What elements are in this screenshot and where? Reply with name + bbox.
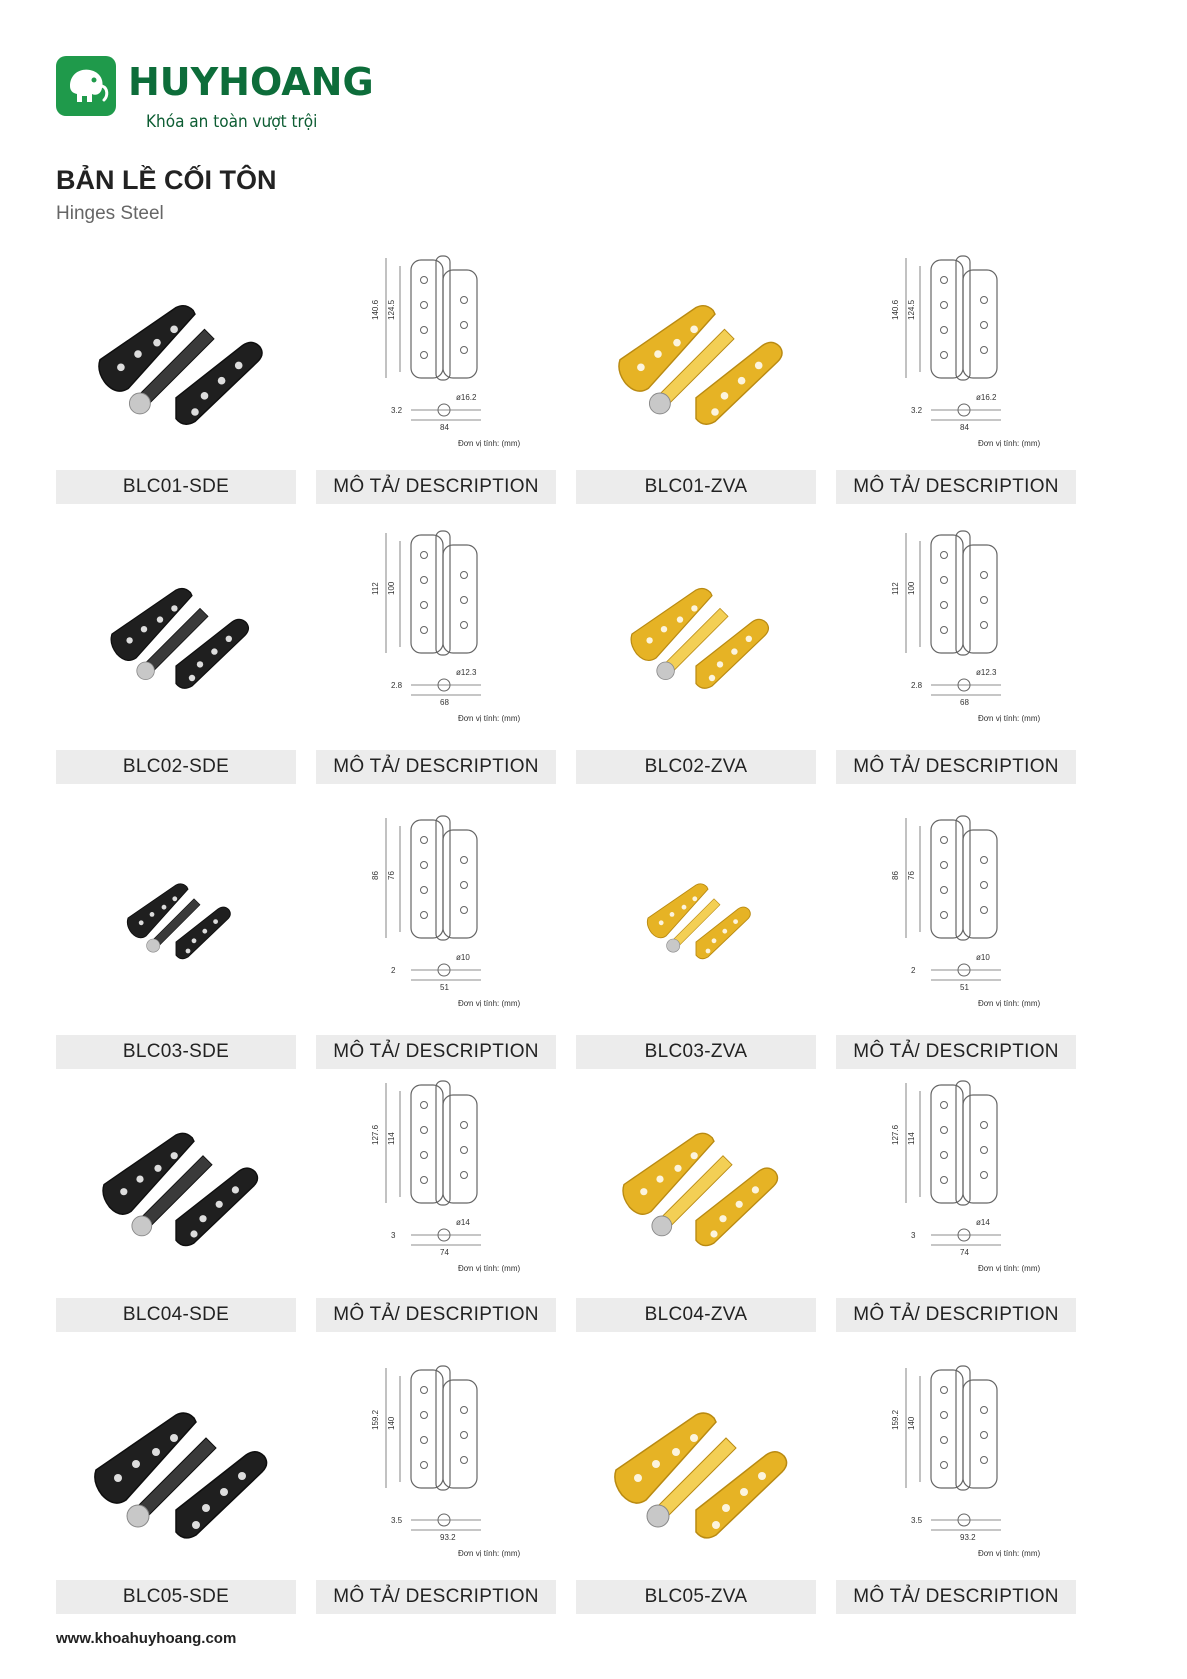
- svg-text:68: 68: [960, 698, 969, 707]
- svg-text:ø12.3: ø12.3: [456, 668, 477, 677]
- description-label: MÔ TẢ/ DESCRIPTION: [836, 1580, 1076, 1614]
- hinge-photo: [56, 1360, 296, 1575]
- page-title: BẢN LỀ CỐI TÔN: [56, 165, 277, 195]
- svg-text:ø14: ø14: [456, 1218, 470, 1227]
- technical-drawing: [316, 525, 556, 735]
- brand-tagline: Khóa an toàn vượt trội: [146, 112, 318, 132]
- svg-text:93.2: 93.2: [960, 1533, 976, 1542]
- hinge-photo: [576, 525, 816, 735]
- hinge-photo: [56, 1075, 296, 1285]
- technical-drawing: [316, 810, 556, 1020]
- hinge-photo: [576, 1360, 816, 1575]
- svg-text:3.2: 3.2: [911, 406, 923, 415]
- svg-text:Đơn vị tính: (mm): Đơn vị tính: (mm): [978, 439, 1041, 448]
- svg-text:2.8: 2.8: [391, 681, 403, 690]
- description-label: MÔ TẢ/ DESCRIPTION: [316, 470, 556, 504]
- svg-text:Đơn vị tính: (mm): Đơn vị tính: (mm): [978, 1264, 1041, 1273]
- svg-text:2: 2: [911, 966, 916, 975]
- svg-text:127.6: 127.6: [371, 1124, 380, 1145]
- svg-text:84: 84: [440, 423, 449, 432]
- svg-text:114: 114: [907, 1132, 916, 1145]
- technical-drawing: [316, 1075, 556, 1285]
- product-zva-label: BLC05-ZVA: [576, 1580, 816, 1614]
- svg-text:ø14: ø14: [976, 1218, 990, 1227]
- svg-text:Đơn vị tính: (mm): Đơn vị tính: (mm): [458, 1264, 521, 1273]
- svg-text:124.5: 124.5: [907, 299, 916, 320]
- svg-text:76: 76: [907, 871, 916, 880]
- svg-text:ø12.3: ø12.3: [976, 668, 997, 677]
- hinge-photo: [56, 525, 296, 735]
- svg-text:140.6: 140.6: [371, 299, 380, 320]
- svg-text:51: 51: [960, 983, 969, 992]
- svg-text:159.2: 159.2: [371, 1409, 380, 1430]
- product-zva-label: BLC04-ZVA: [576, 1298, 816, 1332]
- svg-text:Đơn vị tính: (mm): Đơn vị tính: (mm): [978, 1549, 1041, 1558]
- svg-text:74: 74: [440, 1248, 449, 1257]
- product-grid: [56, 0, 1086, 1679]
- svg-text:74: 74: [960, 1248, 969, 1257]
- product-sde-label: BLC05-SDE: [56, 1580, 296, 1614]
- svg-text:Đơn vị tính: (mm): Đơn vị tính: (mm): [458, 999, 521, 1008]
- svg-text:ø10: ø10: [976, 953, 990, 962]
- svg-text:112: 112: [371, 582, 380, 595]
- description-label: MÔ TẢ/ DESCRIPTION: [836, 1298, 1076, 1332]
- product-zva-label: BLC03-ZVA: [576, 1035, 816, 1069]
- page-subtitle: Hinges Steel: [56, 203, 164, 224]
- svg-text:ø16.2: ø16.2: [976, 393, 997, 402]
- hinge-photo: [576, 1075, 816, 1285]
- product-zva-label: BLC01-ZVA: [576, 470, 816, 504]
- svg-text:2: 2: [391, 966, 396, 975]
- description-label: MÔ TẢ/ DESCRIPTION: [316, 750, 556, 784]
- hinge-photo: [56, 250, 296, 460]
- hinge-photo: [576, 810, 816, 1020]
- svg-text:112: 112: [891, 582, 900, 595]
- svg-text:76: 76: [387, 871, 396, 880]
- technical-drawing: [836, 1360, 1076, 1575]
- product-sde-label: BLC01-SDE: [56, 470, 296, 504]
- hinge-photo: [56, 810, 296, 1020]
- description-label: MÔ TẢ/ DESCRIPTION: [836, 470, 1076, 504]
- svg-text:100: 100: [387, 581, 396, 595]
- description-label: MÔ TẢ/ DESCRIPTION: [836, 1035, 1076, 1069]
- product-sde-label: BLC02-SDE: [56, 750, 296, 784]
- svg-text:68: 68: [440, 698, 449, 707]
- technical-drawing: [836, 810, 1076, 1020]
- hinge-photo: [576, 250, 816, 460]
- svg-text:2.8: 2.8: [911, 681, 923, 690]
- svg-text:140.6: 140.6: [891, 299, 900, 320]
- svg-text:Đơn vị tính: (mm): Đơn vị tính: (mm): [458, 1549, 521, 1558]
- svg-text:Đơn vị tính: (mm): Đơn vị tính: (mm): [978, 714, 1041, 723]
- svg-text:100: 100: [907, 581, 916, 595]
- svg-text:3: 3: [391, 1231, 396, 1240]
- technical-drawing: [316, 250, 556, 460]
- product-sde-label: BLC04-SDE: [56, 1298, 296, 1332]
- svg-text:51: 51: [440, 983, 449, 992]
- svg-text:86: 86: [371, 871, 380, 880]
- product-sde-label: BLC03-SDE: [56, 1035, 296, 1069]
- footer-url[interactable]: www.khoahuyhoang.com: [56, 1630, 237, 1647]
- svg-text:Đơn vị tính: (mm): Đơn vị tính: (mm): [978, 999, 1041, 1008]
- svg-text:86: 86: [891, 871, 900, 880]
- svg-text:93.2: 93.2: [440, 1533, 456, 1542]
- svg-text:3.5: 3.5: [911, 1516, 923, 1525]
- svg-text:Đơn vị tính: (mm): Đơn vị tính: (mm): [458, 714, 521, 723]
- svg-text:84: 84: [960, 423, 969, 432]
- svg-text:ø10: ø10: [456, 953, 470, 962]
- svg-text:ø16.2: ø16.2: [456, 393, 477, 402]
- brand-name: HUYHOANG: [128, 60, 374, 104]
- svg-text:3.5: 3.5: [391, 1516, 403, 1525]
- description-label: MÔ TẢ/ DESCRIPTION: [836, 750, 1076, 784]
- svg-text:3: 3: [911, 1231, 916, 1240]
- description-label: MÔ TẢ/ DESCRIPTION: [316, 1298, 556, 1332]
- svg-text:159.2: 159.2: [891, 1409, 900, 1430]
- svg-text:124.5: 124.5: [387, 299, 396, 320]
- technical-drawing: [836, 1075, 1076, 1285]
- svg-text:127.6: 127.6: [891, 1124, 900, 1145]
- technical-drawing: [316, 1360, 556, 1575]
- svg-text:114: 114: [387, 1132, 396, 1145]
- product-zva-label: BLC02-ZVA: [576, 750, 816, 784]
- technical-drawing: [836, 525, 1076, 735]
- technical-drawing: [836, 250, 1076, 460]
- svg-text:Đơn vị tính: (mm): Đơn vị tính: (mm): [458, 439, 521, 448]
- description-label: MÔ TẢ/ DESCRIPTION: [316, 1035, 556, 1069]
- svg-text:140: 140: [907, 1416, 916, 1430]
- svg-text:3.2: 3.2: [391, 406, 403, 415]
- description-label: MÔ TẢ/ DESCRIPTION: [316, 1580, 556, 1614]
- svg-text:140: 140: [387, 1416, 396, 1430]
